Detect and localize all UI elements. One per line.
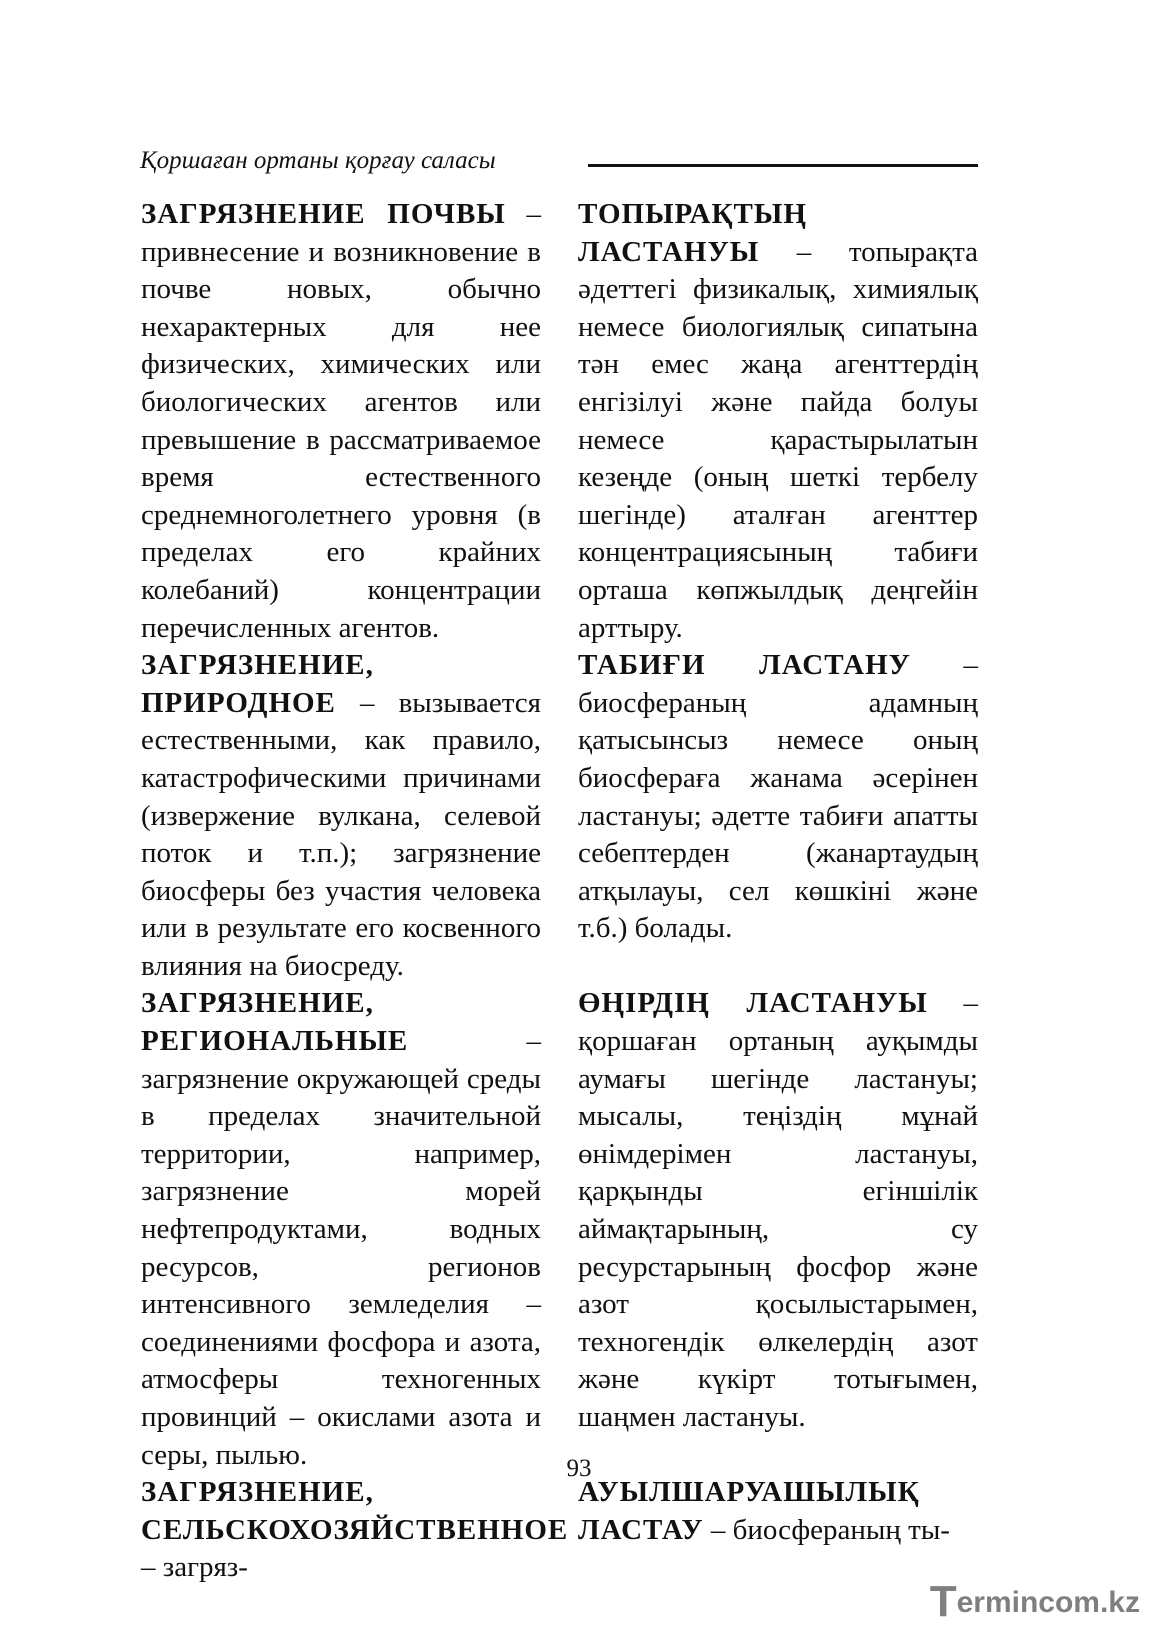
glossary-entry xyxy=(141,647,541,985)
entry-term: ЗАГРЯЗНЕНИЕ, СЕЛЬСКОХОЗЯЙСТВЕННОЕ xyxy=(141,1476,569,1546)
entry-definition: – қоршаған ортаның ауқымды аумағы шегінде ластануы; мысалы, теңіздің мұнай өнімдерімен ластануы, қарқынды егіншілік аймақтарының, су ресурстарының фосфор және азот қосылыстарымен, техногендік өлкелердің азот және күкірт тотығымен, шаңмен ластануы. xyxy=(578,987,979,1433)
glossary-entry xyxy=(141,985,541,1474)
entry-spacer xyxy=(578,948,978,986)
watermark-logo xyxy=(930,1577,1140,1627)
glossary-entry xyxy=(578,647,978,948)
glossary-entry xyxy=(578,985,978,1436)
entry-text xyxy=(578,1474,978,1549)
left-column xyxy=(141,196,569,1587)
running-header xyxy=(140,146,978,186)
entry-text xyxy=(141,985,541,1474)
entry-text xyxy=(141,647,541,985)
entry-definition: – привнесение и возникновение в почве новых, обычно нехарактерных для нее физических, химических или биологических агентов или превышение в рассматриваемое время естественного среднемноголетнего уровня (в пределах его крайних колебаний) концентрации перечисленных агентов. xyxy=(141,198,542,644)
entry-term: ЗАГРЯЗНЕНИЕ ПОЧВЫ xyxy=(141,198,506,230)
entry-text xyxy=(141,1474,569,1587)
entry-term: АУЫЛШАРУАШЫЛЫҚ ЛАСТАУ xyxy=(578,1476,920,1546)
entry-text xyxy=(578,647,978,948)
entry-term: ЗАГРЯЗНЕНИЕ, РЕГИОНАЛЬНЫЕ xyxy=(141,987,409,1058)
entry-term: ЗАГРЯЗНЕНИЕ, ПРИРОДНОЕ xyxy=(141,649,374,719)
glossary-entry xyxy=(578,1474,978,1549)
watermark-text: ermincom.kz xyxy=(956,1586,1140,1619)
page-number: 93 xyxy=(566,1455,592,1482)
entry-text xyxy=(578,196,978,647)
glossary-entry xyxy=(141,1474,569,1587)
entry-definition: – биосфераның ты- xyxy=(703,1513,950,1546)
entry-text xyxy=(578,985,978,1436)
glossary-entry xyxy=(141,196,541,647)
right-column xyxy=(578,196,978,1549)
running-header-title: Қоршаған ортаны қорғау саласы xyxy=(140,147,496,174)
entry-definition: – биосфераның адамның қатысынсыз немесе оның биосфераға жанама әсерінен ластануы; әдетте табиғи апатты себептерден (жанартаудың атқылауы, сел көшкіні және т.б.) болады. xyxy=(578,649,978,945)
entry-term: ТОПЫРАҚТЫҢ ЛАСТАНУЫ xyxy=(578,198,807,268)
entry-definition: – загрязнение окружающей среды в пределах значительной территории, например, загрязнение морей нефтепродуктами, водных ресурсов, регионов интенсивного земледелия – соединениями фосфора и азота, атмосферы техногенных провинций – окислами азота и серы, пылью. xyxy=(141,1025,541,1471)
glossary-entry xyxy=(578,196,978,647)
entry-text xyxy=(141,196,541,647)
entry-definition: – загряз- xyxy=(141,1551,248,1584)
entry-definition: – топырақта әдеттегі физикалық, химиялық немесе биологиялық сипатына тән емес жаңа агенттердің енгізілуі және пайда болуы немесе қарастырылатын кезеңде (оның шеткі тербелу шегінде) аталған агенттер концентрациясының табиғи орташа көпжылдық деңгейін арттыру. xyxy=(578,235,978,644)
entry-term: ӨҢІРДІҢ ЛАСТАНУЫ xyxy=(578,987,928,1020)
entry-term: ТАБИҒИ ЛАСТАНУ xyxy=(578,649,911,682)
entry-definition: – вызывается естественными, как правило, катастрофическими причинами (извержение вулкана, селевой поток и т.п.); загрязнение биосферы без участия человека или в результате его косвенного влияния на биосреду. xyxy=(141,686,541,982)
watermark-initial: T xyxy=(929,1577,957,1626)
header-rule xyxy=(588,164,978,167)
